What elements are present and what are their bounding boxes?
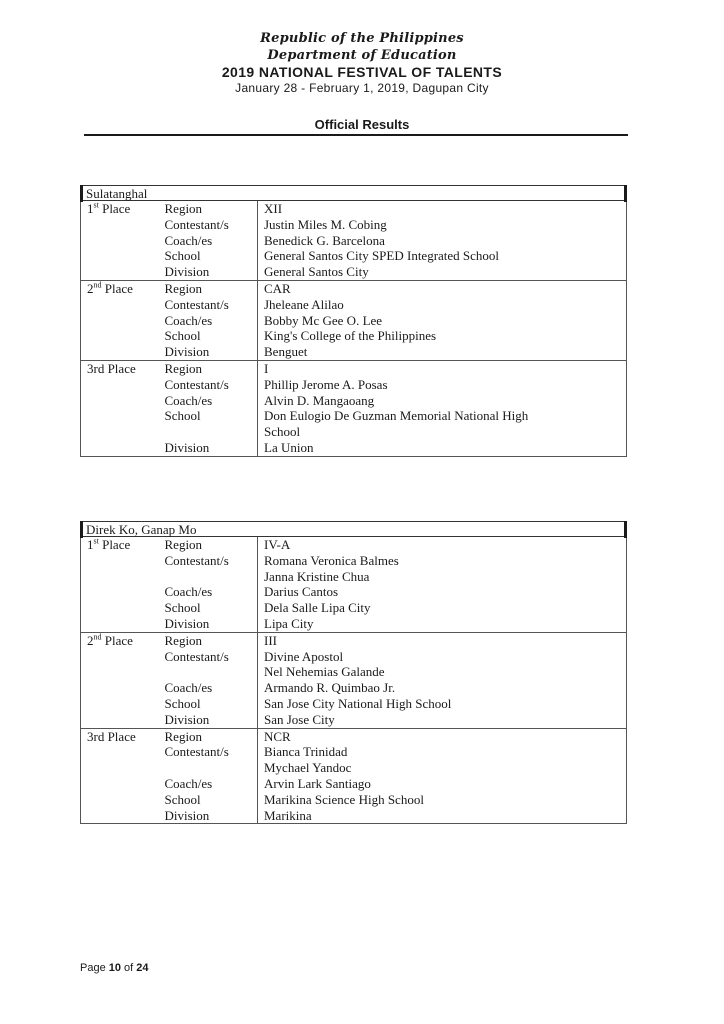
field-label: Contestant/s bbox=[163, 744, 258, 760]
table-row bbox=[81, 808, 627, 824]
field-label: Region bbox=[163, 728, 258, 744]
field-label: Contestant/s bbox=[163, 297, 258, 313]
table-row bbox=[81, 680, 627, 696]
field-value: Marikina Science High School bbox=[258, 792, 627, 808]
field-value: CAR bbox=[258, 280, 627, 296]
place-cell-empty bbox=[81, 569, 163, 585]
place-suffix: nd bbox=[93, 632, 102, 642]
field-value: XII bbox=[258, 201, 627, 217]
page-prefix: Page bbox=[80, 962, 109, 974]
place-cell-empty bbox=[81, 680, 163, 696]
field-label: Coach/es bbox=[163, 584, 258, 600]
table-row bbox=[81, 664, 627, 680]
page-current: 10 bbox=[108, 962, 121, 974]
place-cell-empty bbox=[81, 233, 163, 249]
place-cell-empty bbox=[81, 600, 163, 616]
place-label bbox=[81, 728, 163, 744]
place-cell-empty bbox=[81, 297, 163, 313]
place-word: Place bbox=[98, 537, 131, 552]
table-row bbox=[81, 313, 627, 329]
place-word: Place bbox=[101, 632, 133, 648]
place-number: 3 bbox=[87, 728, 94, 744]
place-word: rd Place bbox=[93, 360, 136, 376]
field-value: Bianca Trinidad bbox=[258, 744, 627, 760]
place-cell-empty bbox=[81, 696, 163, 712]
field-label: School bbox=[163, 248, 258, 264]
field-value: IV-A bbox=[258, 537, 627, 553]
field-value: General Santos City SPED Integrated School bbox=[258, 248, 627, 264]
results-title: Official Results bbox=[314, 117, 410, 132]
field-value: Armando R. Quimbao Jr. bbox=[258, 680, 627, 696]
place-number: 2 bbox=[87, 632, 94, 648]
field-label: Coach/es bbox=[163, 776, 258, 792]
field-label-empty bbox=[163, 760, 258, 776]
field-value: III bbox=[258, 632, 627, 648]
place-cell-empty bbox=[81, 553, 163, 569]
table-row bbox=[81, 217, 627, 233]
table-row bbox=[81, 440, 627, 456]
field-label: School bbox=[163, 600, 258, 616]
place-suffix: st bbox=[93, 200, 99, 210]
field-value: Mychael Yandoc bbox=[258, 760, 627, 776]
place-cell-empty bbox=[81, 424, 163, 440]
field-value: Darius Cantos bbox=[258, 584, 627, 600]
table-row bbox=[81, 297, 627, 313]
table-row bbox=[81, 760, 627, 776]
field-value: Lipa City bbox=[258, 616, 627, 632]
place-label bbox=[81, 632, 163, 648]
field-label: Region bbox=[163, 632, 258, 648]
results-table bbox=[80, 201, 627, 457]
field-label: Contestant/s bbox=[163, 649, 258, 665]
field-label-empty bbox=[163, 569, 258, 585]
field-label: School bbox=[163, 328, 258, 344]
table-row bbox=[81, 344, 627, 360]
place-cell-empty bbox=[81, 649, 163, 665]
table-row bbox=[81, 649, 627, 665]
place-cell-empty bbox=[81, 440, 163, 456]
table-row bbox=[81, 553, 627, 569]
table-row bbox=[81, 744, 627, 760]
place-cell-empty bbox=[81, 217, 163, 233]
table-row bbox=[81, 248, 627, 264]
place-cell-empty bbox=[81, 664, 163, 680]
section-sulatanghal bbox=[80, 185, 627, 457]
table-row bbox=[81, 328, 627, 344]
place-cell-empty bbox=[81, 344, 163, 360]
field-value: Nel Nehemias Galande bbox=[258, 664, 627, 680]
field-value: Justin Miles M. Cobing bbox=[258, 217, 627, 233]
table-row bbox=[81, 696, 627, 712]
field-value: Dela Salle Lipa City bbox=[258, 600, 627, 616]
place-word: Place bbox=[101, 280, 133, 296]
field-value: Alvin D. Mangaoang bbox=[258, 393, 627, 409]
table-row bbox=[81, 393, 627, 409]
field-label: Division bbox=[163, 344, 258, 360]
field-value: San Jose City National High School bbox=[258, 696, 627, 712]
field-label: School bbox=[163, 696, 258, 712]
place-word: Place bbox=[98, 201, 131, 216]
table-row bbox=[81, 600, 627, 616]
field-label: Division bbox=[163, 712, 258, 728]
field-value: Divine Apostol bbox=[258, 649, 627, 665]
field-label: Coach/es bbox=[163, 233, 258, 249]
table-row bbox=[81, 408, 627, 424]
field-label: Coach/es bbox=[163, 680, 258, 696]
place-cell-empty bbox=[81, 248, 163, 264]
field-label: Contestant/s bbox=[163, 553, 258, 569]
field-value: Benguet bbox=[258, 344, 627, 360]
place-cell-empty bbox=[81, 760, 163, 776]
page-footer bbox=[80, 962, 149, 974]
place-cell-empty bbox=[81, 328, 163, 344]
section-title: Direk Ko, Ganap Mo bbox=[80, 521, 627, 537]
field-label: Region bbox=[163, 360, 258, 376]
field-value: La Union bbox=[258, 440, 627, 456]
section-title: Sulatanghal bbox=[80, 185, 627, 201]
table-row bbox=[81, 537, 627, 553]
field-value: Arvin Lark Santiago bbox=[258, 776, 627, 792]
place-cell-empty bbox=[81, 776, 163, 792]
table-row bbox=[81, 776, 627, 792]
place-number: 1 bbox=[87, 201, 94, 216]
field-label: Region bbox=[163, 201, 258, 217]
table-row bbox=[81, 569, 627, 585]
table-row bbox=[81, 424, 627, 440]
field-value: King's College of the Philippines bbox=[258, 328, 627, 344]
field-value: Benedick G. Barcelona bbox=[258, 233, 627, 249]
place-word: rd Place bbox=[93, 728, 136, 744]
place-cell-empty bbox=[81, 408, 163, 424]
table-row bbox=[81, 728, 627, 744]
place-number: 3 bbox=[87, 360, 94, 376]
field-label: Division bbox=[163, 616, 258, 632]
field-value: Bobby Mc Gee O. Lee bbox=[258, 313, 627, 329]
field-label: School bbox=[163, 408, 258, 424]
page-total: 24 bbox=[136, 962, 149, 974]
field-value: San Jose City bbox=[258, 712, 627, 728]
section-direk-ko-ganap-mo bbox=[80, 521, 627, 824]
table-row bbox=[81, 584, 627, 600]
document-header bbox=[0, 30, 724, 96]
festival-date: January 28 - February 1, 2019, Dagupan City bbox=[235, 81, 489, 95]
place-cell-empty bbox=[81, 808, 163, 824]
place-cell-empty bbox=[81, 712, 163, 728]
place-label bbox=[81, 280, 163, 296]
place-cell-empty bbox=[81, 616, 163, 632]
festival-title: 2019 NATIONAL FESTIVAL OF TALENTS bbox=[221, 64, 503, 80]
field-label: Coach/es bbox=[163, 393, 258, 409]
place-number: 1 bbox=[87, 537, 94, 552]
field-label: Division bbox=[163, 264, 258, 280]
table-row bbox=[81, 280, 627, 296]
republic-line: Republic of the Philippines bbox=[260, 31, 464, 46]
field-label: Contestant/s bbox=[163, 377, 258, 393]
table-row bbox=[81, 233, 627, 249]
place-cell-empty bbox=[81, 264, 163, 280]
table-row bbox=[81, 377, 627, 393]
page-of: of bbox=[121, 962, 137, 974]
field-label: Coach/es bbox=[163, 313, 258, 329]
place-label bbox=[81, 360, 163, 376]
field-value: Phillip Jerome A. Posas bbox=[258, 377, 627, 393]
field-value: Romana Veronica Balmes bbox=[258, 553, 627, 569]
field-value: I bbox=[258, 360, 627, 376]
place-cell-empty bbox=[81, 744, 163, 760]
table-row bbox=[81, 792, 627, 808]
field-label: School bbox=[163, 792, 258, 808]
field-label-empty bbox=[163, 424, 258, 440]
title-rule bbox=[84, 134, 628, 136]
table-row bbox=[81, 632, 627, 648]
results-table bbox=[80, 537, 627, 824]
place-cell-empty bbox=[81, 377, 163, 393]
field-label: Region bbox=[163, 280, 258, 296]
field-label-empty bbox=[163, 664, 258, 680]
place-cell-empty bbox=[81, 584, 163, 600]
place-suffix: st bbox=[93, 536, 99, 546]
field-value: Don Eulogio De Guzman Memorial National High bbox=[258, 408, 627, 424]
table-row bbox=[81, 712, 627, 728]
place-number: 2 bbox=[87, 280, 94, 296]
place-label bbox=[81, 201, 163, 217]
table-row bbox=[81, 360, 627, 376]
table-row bbox=[81, 264, 627, 280]
field-value: NCR bbox=[258, 728, 627, 744]
field-label: Division bbox=[163, 808, 258, 824]
field-value: Marikina bbox=[258, 808, 627, 824]
place-cell-empty bbox=[81, 313, 163, 329]
place-cell-empty bbox=[81, 792, 163, 808]
field-value: General Santos City bbox=[258, 264, 627, 280]
field-label: Contestant/s bbox=[163, 217, 258, 233]
department-line: Department of Education bbox=[267, 48, 457, 63]
field-label: Region bbox=[163, 537, 258, 553]
place-suffix: nd bbox=[93, 280, 102, 290]
table-row bbox=[81, 201, 627, 217]
place-label bbox=[81, 537, 163, 553]
field-value: Jheleane Alilao bbox=[258, 297, 627, 313]
field-label: Division bbox=[163, 440, 258, 456]
field-value: Janna Kristine Chua bbox=[258, 569, 627, 585]
place-cell-empty bbox=[81, 393, 163, 409]
table-row bbox=[81, 616, 627, 632]
field-value: School bbox=[258, 424, 627, 440]
